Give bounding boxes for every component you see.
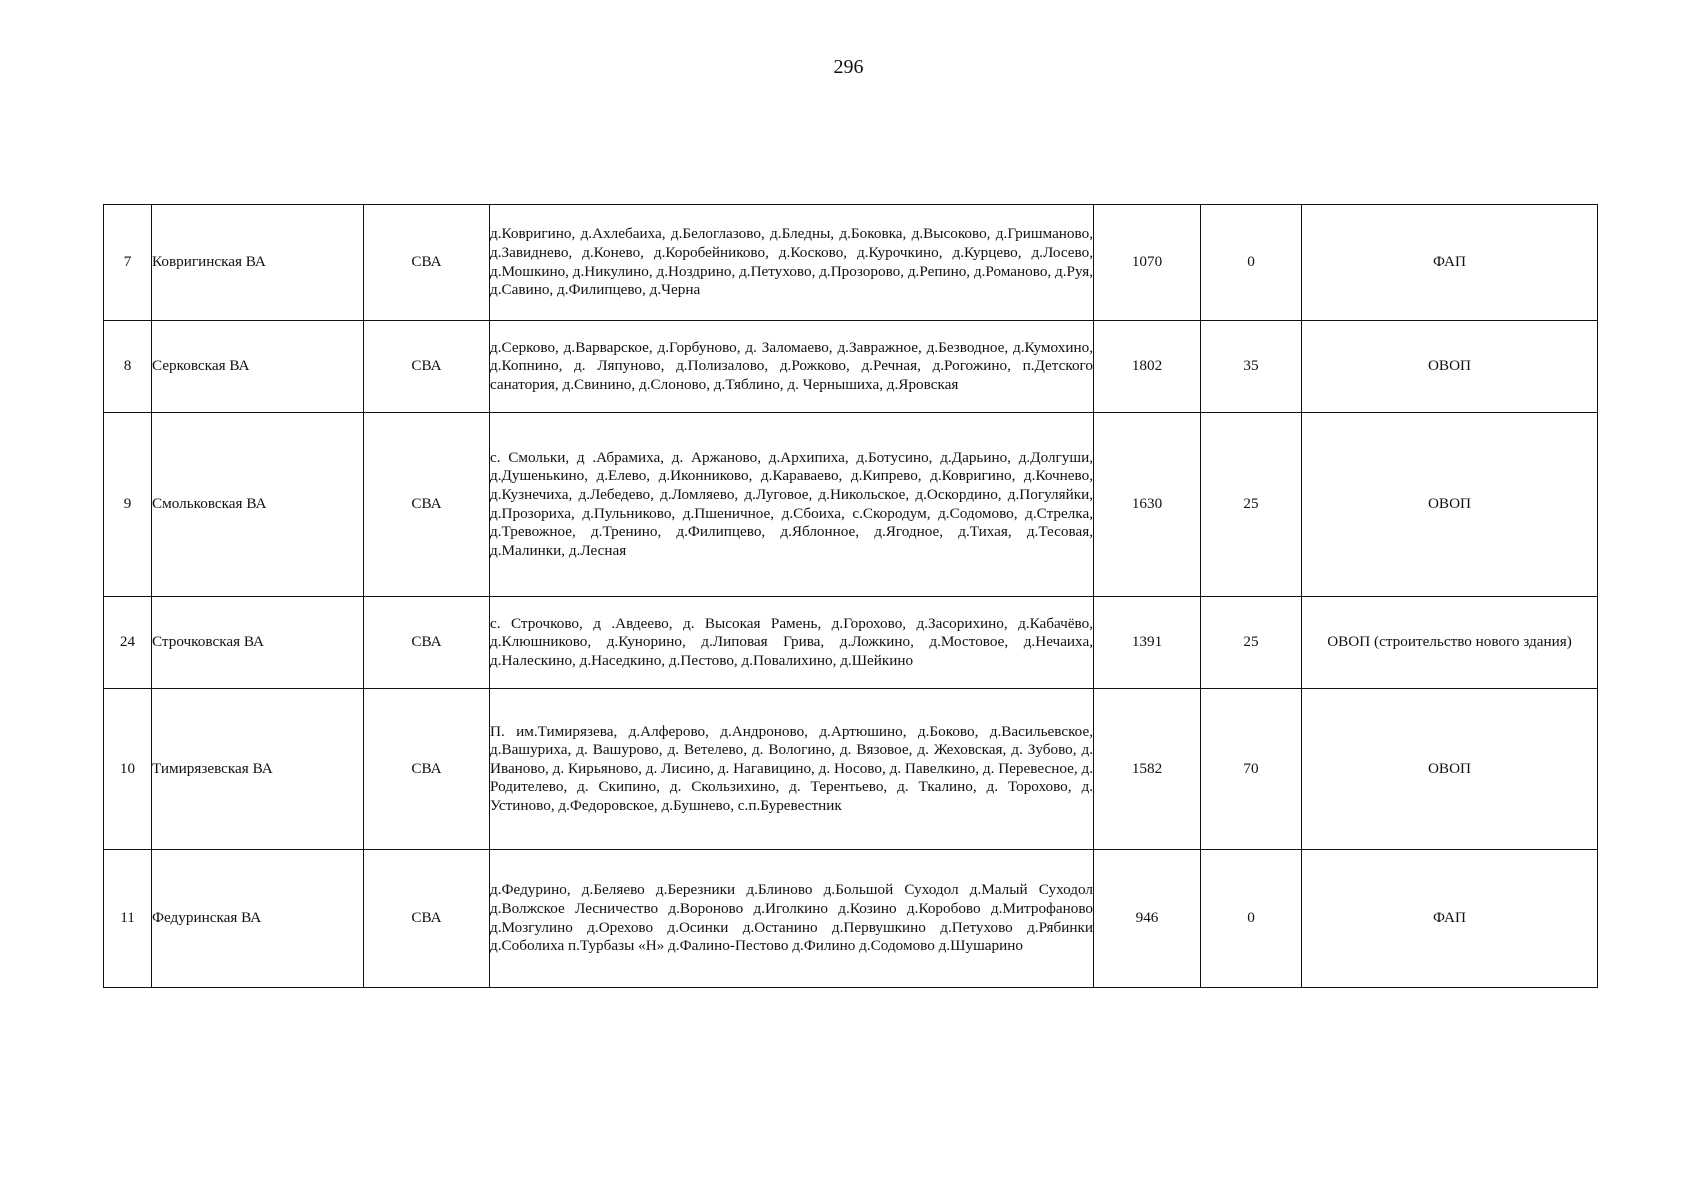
district-name: Федуринская ВА [152, 850, 364, 988]
facility-type: СВА [364, 205, 490, 321]
district-name: Тимирязевская ВА [152, 689, 364, 850]
row-number: 9 [104, 413, 152, 597]
count-value: 25 [1201, 413, 1302, 597]
population-value: 1630 [1094, 413, 1201, 597]
page-number: 296 [833, 56, 864, 78]
facility-type: СВА [364, 413, 490, 597]
count-value: 0 [1201, 205, 1302, 321]
settlements-list: д.Серково, д.Варварское, д.Горбуново, д. Заломаево, д.Завражное, д.Безводное, д.Кумохино, д.Копнино, д. Ляпуново, д.Полизалово, д.Рожково, д.Речная, д.Рогожино, п.Детского санатория, д.Свинино, д.Слоново, д.Тяблино, д. Чернышиха, д.Яровская [490, 321, 1094, 413]
settlements-list: д.Ковригино, д.Ахлебаиха, д.Белоглазово, д.Бледны, д.Боковка, д.Высоково, д.Гришманово, д.Завиднево, д.Конево, д.Коробейниково, д.Косково, д.Курочкино, д.Курцево, д.Лосево, д.Мошкино, д.Никулино, д.Ноздрино, д.Петухово, д.Прозорово, д.Репино, д.Романово, д.Руя, д.Савино, д.Филипцево, д.Черна [490, 205, 1094, 321]
planned-facility: ОВОП [1302, 689, 1598, 850]
table-row [104, 205, 1598, 321]
population-value: 946 [1094, 850, 1201, 988]
row-number: 10 [104, 689, 152, 850]
table-row [104, 597, 1598, 689]
count-value: 35 [1201, 321, 1302, 413]
row-number: 8 [104, 321, 152, 413]
planned-facility: ОВОП [1302, 321, 1598, 413]
table-row [104, 321, 1598, 413]
planned-facility: ОВОП (строительство нового здания) [1302, 597, 1598, 689]
population-value: 1802 [1094, 321, 1201, 413]
healthcare-facilities-table [103, 204, 1598, 988]
count-value: 70 [1201, 689, 1302, 850]
settlements-list: с. Смольки, д .Абрамиха, д. Аржаново, д.Архипиха, д.Ботусино, д.Дарьино, д.Долгуши, д.Душенькино, д.Елево, д.Иконниково, д.Караваево, д.Кипрево, д.Ковригино, д.Кочнево, д.Кузнечиха, д.Лебедево, д.Ломляево, д.Луговое, д.Никольское, д.Оскордино, д.Погуляйки, д.Прозориха, д.Пульниково, д.Пшеничное, д.Сбоиха, с.Скородум, д.Содомово, д.Стрелка, д.Тревожное, д.Тренино, д.Филипцево, д.Яблонное, д.Ягодное, д.Тихая, д.Тесовая, д.Малинки, д.Лесная [490, 413, 1094, 597]
settlements-list: П. им.Тимирязева, д.Алферово, д.Андроново, д.Артюшино, д.Боково, д.Васильевское, д.Вашуриха, д. Вашурово, д. Ветелево, д. Вологино, д. Вязовое, д. Жеховская, д. Зубово, д. Иваново, д. Кирьяново, д. Лисино, д. Нагавицино, д. Носово, д. Павелкино, д. Перевесное, д. Родителево, д. Скипино, д. Скользихино, д. Терентьево, д. Ткалино, д. Торохово, д. Устиново, д.Федоровское, д.Бушнево, с.п.Буревестник [490, 689, 1094, 850]
population-value: 1391 [1094, 597, 1201, 689]
row-number: 11 [104, 850, 152, 988]
count-value: 0 [1201, 850, 1302, 988]
population-value: 1582 [1094, 689, 1201, 850]
table-row [104, 413, 1598, 597]
row-number: 7 [104, 205, 152, 321]
planned-facility: ФАП [1302, 850, 1598, 988]
count-value: 25 [1201, 597, 1302, 689]
settlements-list: д.Федурино, д.Беляево д.Березники д.Блиново д.Большой Суходол д.Малый Суходол д.Волжское Лесничество д.Вороново д.Иголкино д.Козино д.Коробово д.Митрофаново д.Мозгулино д.Орехово д.Осинки д.Останино д.Первушкино д.Петухово д.Рябинки д.Соболиха п.Турбазы «Н» д.Фалино-Пестово д.Филино д.Содомово д.Шушарино [490, 850, 1094, 988]
facility-type: СВА [364, 689, 490, 850]
district-name: Строчковская ВА [152, 597, 364, 689]
facility-type: СВА [364, 850, 490, 988]
table-row [104, 689, 1598, 850]
district-name: Ковригинская ВА [152, 205, 364, 321]
planned-facility: ОВОП [1302, 413, 1598, 597]
facility-type: СВА [364, 597, 490, 689]
planned-facility: ФАП [1302, 205, 1598, 321]
population-value: 1070 [1094, 205, 1201, 321]
table-row [104, 850, 1598, 988]
row-number: 24 [104, 597, 152, 689]
district-name: Смольковская ВА [152, 413, 364, 597]
facility-type: СВА [364, 321, 490, 413]
district-name: Серковская ВА [152, 321, 364, 413]
settlements-list: с. Строчково, д .Авдеево, д. Высокая Рамень, д.Горохово, д.Засорихино, д.Кабачёво, д.Клюшниково, д.Кунорино, д.Липовая Грива, д.Ложкино, д.Мостовое, д.Нечаиха, д.Налескино, д.Наседкино, д.Пестово, д.Повалихино, д.Шейкино [490, 597, 1094, 689]
